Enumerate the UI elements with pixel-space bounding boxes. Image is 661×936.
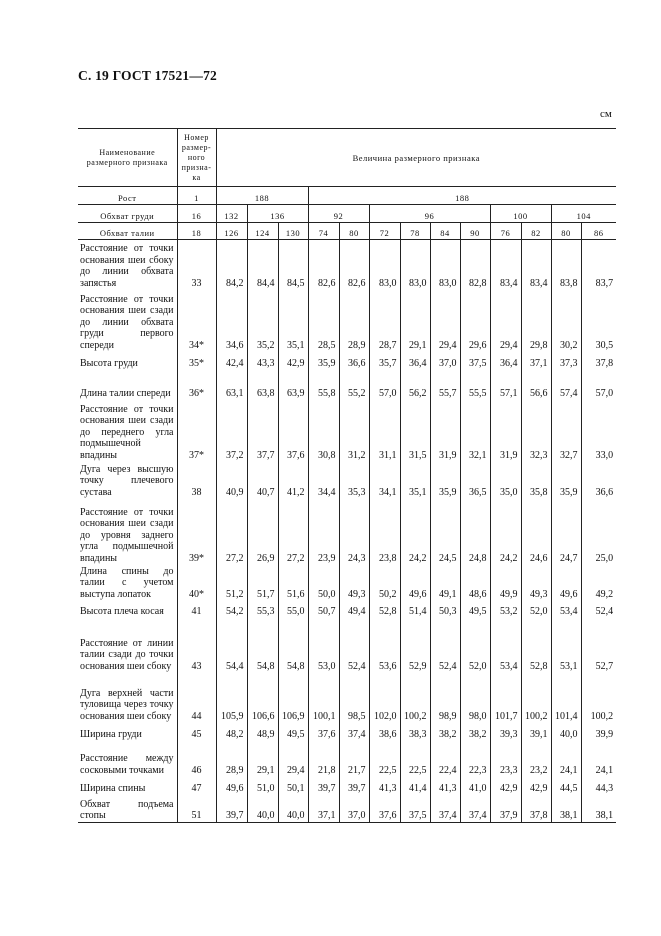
measurement-value: 55,2 <box>339 370 369 400</box>
measurement-value: 51,6 <box>278 565 308 601</box>
measurement-value: 50,3 <box>430 601 460 618</box>
measurement-value: 98,5 <box>339 673 369 723</box>
measurement-value: 55,7 <box>430 370 460 400</box>
measurement-value: 98,0 <box>460 673 490 723</box>
measurement-value: 63,1 <box>216 370 247 400</box>
measurement-number: 43 <box>177 618 216 673</box>
measurement-value: 39,9 <box>595 728 614 740</box>
measurement-value: 24,2 <box>490 499 521 565</box>
measurement-name: Высота плеча косая <box>78 601 177 618</box>
measurement-value: 49,4 <box>339 601 369 618</box>
measurement-value: 100,2 <box>400 673 430 723</box>
grud-value: 96 <box>369 205 490 223</box>
measurement-value: 106,9 <box>278 673 308 723</box>
measurement-value: 37,4 <box>339 723 369 741</box>
measurement-value: 28,9 <box>216 741 247 777</box>
measurement-number: 45 <box>177 723 216 741</box>
measurement-value: 53,1 <box>551 618 581 673</box>
measurement-value: 38,2 <box>430 723 460 741</box>
table-row <box>78 673 616 723</box>
measurement-value: 50,2 <box>369 565 400 601</box>
measurement-value: 56,6 <box>521 370 551 400</box>
taliya-value: 126 <box>216 223 247 240</box>
measurement-value: 83,0 <box>400 240 430 290</box>
measurement-value: 30,2 <box>551 290 581 352</box>
measurement-value: 54,2 <box>216 601 247 618</box>
measurement-value: 50,1 <box>278 777 308 795</box>
measurement-value: 50,0 <box>308 565 339 601</box>
grud-value: 136 <box>247 205 308 223</box>
measurement-value: 36,6 <box>595 486 614 498</box>
taliya-value: 86 <box>581 223 616 240</box>
taliya-value: 72 <box>369 223 400 240</box>
measurement-value: 83,8 <box>551 240 581 290</box>
measurement-value: 21,7 <box>339 741 369 777</box>
measurement-value: 35,9 <box>308 352 339 370</box>
measurement-value: 49,5 <box>460 601 490 618</box>
measurement-value: 84,2 <box>216 240 247 290</box>
measurement-value: 48,2 <box>216 723 247 741</box>
measurement-value: 38,3 <box>400 723 430 741</box>
measurement-value: 37,4 <box>460 795 490 823</box>
grud-value: 92 <box>308 205 369 223</box>
measurement-value: 83,0 <box>369 240 400 290</box>
measurement-value: 55,0 <box>278 601 308 618</box>
measurement-value: 102,0 <box>369 673 400 723</box>
measurement-value: 28,9 <box>339 290 369 352</box>
measurement-value: 27,2 <box>216 499 247 565</box>
measurement-value: 36,4 <box>490 352 521 370</box>
taliya-value: 82 <box>521 223 551 240</box>
measurement-number: 41 <box>177 601 216 618</box>
measurement-value: 38,2 <box>460 723 490 741</box>
row-label-grud: Обхват груди <box>78 205 177 223</box>
table-row <box>78 795 616 823</box>
measurement-value: 56,2 <box>400 370 430 400</box>
measurement-number: 46 <box>177 741 216 777</box>
measurement-value: 53,4 <box>490 618 521 673</box>
measurement-value: 22,4 <box>430 741 460 777</box>
measurement-value: 49,6 <box>551 565 581 601</box>
measurement-value: 24,5 <box>430 499 460 565</box>
measurement-value: 30,5 <box>595 339 614 351</box>
measurement-value: 35,3 <box>339 462 369 499</box>
measurement-value: 52,4 <box>595 605 614 617</box>
measurement-value: 28,5 <box>308 290 339 352</box>
measurement-value: 24,1 <box>551 741 581 777</box>
measurement-value: 53,6 <box>369 618 400 673</box>
measurement-value: 63,9 <box>278 370 308 400</box>
measurement-value: 38,1 <box>581 795 616 823</box>
measurement-value: 32,7 <box>551 400 581 462</box>
header-values: Величина размерного признака <box>216 129 616 187</box>
measurement-value: 23,9 <box>308 499 339 565</box>
measurement-number: 51 <box>177 795 216 823</box>
measurement-value: 36,5 <box>460 462 490 499</box>
taliya-value: 76 <box>490 223 521 240</box>
measurement-value: 82,8 <box>460 240 490 290</box>
measurement-value: 25,0 <box>595 552 614 564</box>
measurement-value: 40,9 <box>216 462 247 499</box>
table-row <box>78 462 616 499</box>
measurement-value: 29,4 <box>430 290 460 352</box>
measurement-value: 55,5 <box>460 370 490 400</box>
measurement-value: 37,9 <box>490 795 521 823</box>
measurement-value: 54,4 <box>216 618 247 673</box>
row-num-rost: 1 <box>177 187 216 205</box>
measurement-value: 57,0 <box>595 387 614 399</box>
measurement-value: 55,8 <box>308 370 339 400</box>
measurement-value: 84,4 <box>247 240 278 290</box>
measurement-value: 37,6 <box>369 795 400 823</box>
measurement-value: 84,5 <box>278 240 308 290</box>
measurement-value: 52,4 <box>430 618 460 673</box>
measurement-value: 29,6 <box>460 290 490 352</box>
measurement-value: 31,9 <box>490 400 521 462</box>
measurement-value: 22,5 <box>400 741 430 777</box>
measurement-value: 52,0 <box>460 618 490 673</box>
measurement-value: 49,6 <box>400 565 430 601</box>
measurement-value: 39,7 <box>339 777 369 795</box>
measurement-number: 40* <box>177 565 216 601</box>
measurement-value: 39,3 <box>490 723 521 741</box>
measurement-value: 51,2 <box>216 565 247 601</box>
measurement-name: Ширина спины <box>78 777 177 795</box>
grud-value: 104 <box>551 205 616 223</box>
taliya-value: 80 <box>551 223 581 240</box>
measurement-value: 24,3 <box>339 499 369 565</box>
measurement-value: 24,2 <box>400 499 430 565</box>
measurement-value: 106,6 <box>247 673 278 723</box>
row-num-grud: 16 <box>177 205 216 223</box>
measurement-value: 35,9 <box>551 462 581 499</box>
measurement-value: 34,1 <box>369 462 400 499</box>
measurement-number: 34* <box>177 290 216 352</box>
measurement-value: 23,3 <box>490 741 521 777</box>
measurement-value: 39,1 <box>521 723 551 741</box>
measurement-number: 39* <box>177 499 216 565</box>
measurement-value: 44,5 <box>551 777 581 795</box>
row-label-taliya: Обхват талии <box>78 223 177 240</box>
measurement-value: 54,8 <box>278 618 308 673</box>
measurement-value: 37,8 <box>521 795 551 823</box>
measurement-value: 53,2 <box>490 601 521 618</box>
measurement-value: 27,2 <box>278 499 308 565</box>
measurement-name: Обхват подъема стопы <box>78 795 177 823</box>
measurement-name: Расстояние от точки основания шеи сзади до линии обхвата груди первого спереди <box>78 290 177 352</box>
rost-value-2: 188 <box>308 187 616 205</box>
measurement-value: 83,4 <box>490 240 521 290</box>
measurement-value: 101,7 <box>490 673 521 723</box>
measurement-value: 31,9 <box>430 400 460 462</box>
measurement-name: Расстояние от линии талии сзади до точки основания шеи сбоку <box>78 618 177 673</box>
measurement-value: 24,8 <box>460 499 490 565</box>
measurement-value: 49,6 <box>216 777 247 795</box>
measurement-value: 40,0 <box>247 795 278 823</box>
measurement-value: 101,4 <box>551 673 581 723</box>
taliya-value: 90 <box>460 223 490 240</box>
measurement-name: Расстояние от точки основания шеи сзади до переднего угла подмышечной впадины <box>78 400 177 462</box>
measurement-name: Длина спины до талии с учетом выступа лопаток <box>78 565 177 601</box>
measurement-number: 37* <box>177 400 216 462</box>
measurement-value: 57,4 <box>551 370 581 400</box>
measurement-value: 51,7 <box>247 565 278 601</box>
measurement-value: 43,3 <box>247 352 278 370</box>
measurement-value: 42,4 <box>216 352 247 370</box>
measurement-value: 37,4 <box>430 795 460 823</box>
measurement-number: 47 <box>177 777 216 795</box>
measurement-number: 36* <box>177 370 216 400</box>
measurement-value: 37,3 <box>551 352 581 370</box>
taliya-value: 74 <box>308 223 339 240</box>
measurement-name: Длина талии спереди <box>78 370 177 400</box>
measurement-value: 35,1 <box>278 290 308 352</box>
grud-value: 100 <box>490 205 551 223</box>
measurement-value: 39,7 <box>216 795 247 823</box>
measurement-value: 37,5 <box>460 352 490 370</box>
measurement-value: 28,7 <box>369 290 400 352</box>
measurement-name: Расстояние от точки основания шеи сзади до уровня заднего угла подмышечной впадины <box>78 499 177 565</box>
measurement-value: 22,5 <box>369 741 400 777</box>
table-row <box>78 499 616 565</box>
measurement-value: 49,2 <box>595 588 614 600</box>
table-row <box>78 777 616 795</box>
table-row <box>78 618 616 673</box>
table-row <box>78 723 616 741</box>
measurement-value: 34,4 <box>308 462 339 499</box>
measurement-value: 23,2 <box>521 741 551 777</box>
measurement-value: 24,1 <box>595 764 614 776</box>
rost-value-1: 188 <box>216 187 308 205</box>
measurement-value: 36,6 <box>339 352 369 370</box>
measurement-value: 29,1 <box>400 290 430 352</box>
taliya-value: 80 <box>339 223 369 240</box>
measurement-value: 50,7 <box>308 601 339 618</box>
measurement-value: 37,0 <box>339 795 369 823</box>
measurement-value: 42,9 <box>521 777 551 795</box>
measurement-value: 100,2 <box>521 673 551 723</box>
table-row <box>78 565 616 601</box>
measurement-value: 41,3 <box>430 777 460 795</box>
measurement-value: 24,6 <box>521 499 551 565</box>
measurement-name: Дуга через высшую точку плечевого сустава <box>78 462 177 499</box>
measurement-value: 35,1 <box>400 462 430 499</box>
measurement-value: 29,4 <box>490 290 521 352</box>
measurement-value: 44,3 <box>595 782 614 794</box>
measurement-name: Высота груди <box>78 352 177 370</box>
measurement-value: 38,6 <box>369 723 400 741</box>
measurement-name: Расстояние между сосковыми точками <box>78 741 177 777</box>
measurement-value: 32,3 <box>521 400 551 462</box>
measurement-number: 33 <box>177 240 216 290</box>
table-row <box>78 741 616 777</box>
measurement-value: 38,1 <box>551 795 581 823</box>
measurements-table <box>78 128 616 823</box>
row-num-taliya: 18 <box>177 223 216 240</box>
table-row <box>78 352 616 370</box>
measurement-number: 35* <box>177 352 216 370</box>
measurement-value: 52,7 <box>595 660 614 672</box>
measurement-value: 54,8 <box>247 618 278 673</box>
taliya-value: 84 <box>430 223 460 240</box>
measurement-value: 35,7 <box>369 352 400 370</box>
measurement-value: 52,8 <box>521 618 551 673</box>
measurement-value: 32,1 <box>460 400 490 462</box>
measurement-value: 41,4 <box>400 777 430 795</box>
measurement-value: 24,7 <box>551 499 581 565</box>
measurement-value: 35,0 <box>490 462 521 499</box>
measurement-value: 37,8 <box>595 357 614 369</box>
measurement-value: 37,1 <box>308 795 339 823</box>
measurement-value: 29,8 <box>521 290 551 352</box>
taliya-value: 124 <box>247 223 278 240</box>
taliya-value: 130 <box>278 223 308 240</box>
measurement-value: 100,2 <box>590 710 614 722</box>
measurement-value: 49,9 <box>490 565 521 601</box>
measurement-value: 52,0 <box>521 601 551 618</box>
measurement-value: 55,3 <box>247 601 278 618</box>
measurement-value: 29,4 <box>278 741 308 777</box>
measurement-value: 48,6 <box>460 565 490 601</box>
measurement-value: 26,9 <box>247 499 278 565</box>
measurement-value: 51,0 <box>247 777 278 795</box>
measurement-value: 42,9 <box>490 777 521 795</box>
measurement-value: 52,9 <box>400 618 430 673</box>
measurement-number: 38 <box>177 462 216 499</box>
measurement-value: 98,9 <box>430 673 460 723</box>
page-title: С. 19 ГОСТ 17521—72 <box>78 68 217 83</box>
measurement-value: 22,3 <box>460 741 490 777</box>
measurement-value: 105,9 <box>216 673 247 723</box>
measurement-value: 100,1 <box>308 673 339 723</box>
measurement-value: 29,1 <box>247 741 278 777</box>
measurement-value: 35,2 <box>247 290 278 352</box>
measurement-value: 53,0 <box>308 618 339 673</box>
measurement-value: 37,0 <box>430 352 460 370</box>
measurement-value: 83,7 <box>595 277 614 289</box>
measurement-value: 83,4 <box>521 240 551 290</box>
measurement-value: 35,8 <box>521 462 551 499</box>
measurement-value: 31,5 <box>400 400 430 462</box>
measurement-value: 34,6 <box>216 290 247 352</box>
measurement-value: 49,5 <box>278 723 308 741</box>
measurement-value: 48,9 <box>247 723 278 741</box>
measurement-value: 51,4 <box>400 601 430 618</box>
measurement-value: 37,6 <box>308 723 339 741</box>
measurement-value: 21,8 <box>308 741 339 777</box>
measurement-value: 82,6 <box>339 240 369 290</box>
measurement-value: 23,8 <box>369 499 400 565</box>
measurement-value: 41,2 <box>278 462 308 499</box>
measurement-value: 52,8 <box>369 601 400 618</box>
measurement-value: 40,0 <box>551 723 581 741</box>
measurement-value: 39,7 <box>308 777 339 795</box>
measurement-value: 57,1 <box>490 370 521 400</box>
table-row <box>78 240 616 290</box>
measurement-value: 42,9 <box>278 352 308 370</box>
grud-value: 132 <box>216 205 247 223</box>
unit-label: см <box>600 108 612 120</box>
measurement-value: 40,0 <box>278 795 308 823</box>
measurement-value: 40,7 <box>247 462 278 499</box>
measurement-value: 57,0 <box>369 370 400 400</box>
measurement-value: 37,6 <box>278 400 308 462</box>
header-name: Наименование размерного признака <box>78 129 177 187</box>
measurement-value: 41,3 <box>369 777 400 795</box>
measurement-value: 52,4 <box>339 618 369 673</box>
measurement-value: 37,1 <box>521 352 551 370</box>
taliya-value: 78 <box>400 223 430 240</box>
measurement-value: 31,1 <box>369 400 400 462</box>
measurement-name: Ширина груди <box>78 723 177 741</box>
measurement-value: 53,4 <box>551 601 581 618</box>
measurement-name: Расстояние от точки основания шеи сбоку до линии обхвата запястья <box>78 240 177 290</box>
table-row <box>78 601 616 618</box>
measurement-value: 36,4 <box>400 352 430 370</box>
measurement-value: 49,1 <box>430 565 460 601</box>
measurement-value: 37,5 <box>400 795 430 823</box>
measurement-value: 41,0 <box>460 777 490 795</box>
measurement-value: 37,7 <box>247 400 278 462</box>
measurement-value: 83,0 <box>430 240 460 290</box>
header-number: Номер размер-ного призна-ка <box>177 129 216 187</box>
measurement-value: 49,3 <box>339 565 369 601</box>
table-row <box>78 370 616 400</box>
measurement-value: 30,8 <box>308 400 339 462</box>
table-row <box>78 290 616 352</box>
measurement-value: 49,3 <box>521 565 551 601</box>
measurement-value: 82,6 <box>308 240 339 290</box>
measurement-value: 37,2 <box>216 400 247 462</box>
measurement-value: 31,2 <box>339 400 369 462</box>
measurement-name: Дуга верхней части туловища через точку основания шеи сбоку <box>78 673 177 723</box>
measurement-value: 33,0 <box>595 449 614 461</box>
table-row <box>78 400 616 462</box>
measurement-number: 44 <box>177 673 216 723</box>
measurement-value: 35,9 <box>430 462 460 499</box>
measurement-value: 63,8 <box>247 370 278 400</box>
row-label-rost: Рост <box>78 187 177 205</box>
